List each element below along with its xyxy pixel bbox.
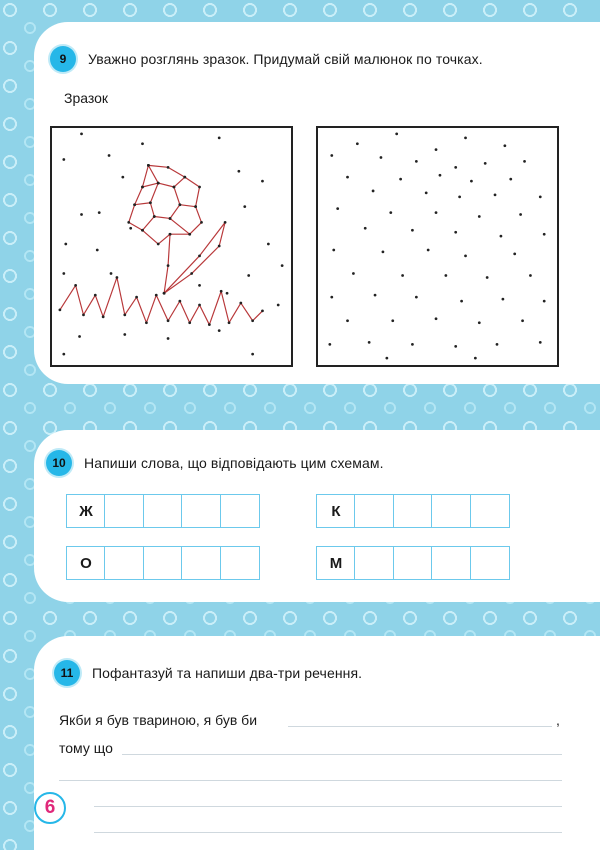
grid-dot — [380, 156, 383, 159]
background-dot — [261, 180, 264, 183]
drawing-dot — [116, 276, 119, 279]
grid-dot — [435, 148, 438, 151]
background-dot — [64, 243, 67, 246]
grid-dot — [470, 180, 473, 183]
background-dot — [251, 353, 254, 356]
background-dot — [237, 170, 240, 173]
drawing-dot — [198, 304, 201, 307]
grid-dot — [415, 160, 418, 163]
drawing-dot — [224, 221, 227, 224]
stem — [164, 234, 170, 293]
task-instruction: Напиши слова, що відповідають цим схемам. — [84, 455, 384, 471]
grid-dot — [330, 296, 333, 299]
petal-line — [174, 187, 196, 207]
empty-cell[interactable] — [431, 546, 471, 580]
drawing-dot — [167, 319, 170, 322]
empty-cell[interactable] — [354, 494, 394, 528]
grid-dot — [500, 235, 503, 238]
background-dot — [141, 142, 144, 145]
drawing-dot — [190, 272, 193, 275]
empty-cell[interactable] — [220, 546, 260, 580]
grid-dot — [519, 213, 522, 216]
background-dot — [78, 335, 81, 338]
petal-line — [135, 203, 155, 217]
grid-dot — [458, 195, 461, 198]
drawing-dot — [123, 313, 126, 316]
drawing-dot — [167, 264, 170, 267]
drawing-dot — [149, 201, 152, 204]
background-dot — [80, 213, 83, 216]
background-dot — [247, 274, 250, 277]
grid-dot — [464, 136, 467, 139]
drawing-dot — [261, 310, 264, 313]
background-dot — [62, 353, 65, 356]
grid-dot — [328, 343, 331, 346]
drawing-dot — [153, 215, 156, 218]
sample-flower-drawing — [52, 128, 291, 365]
task-11-panel — [34, 636, 600, 850]
grid-dot — [364, 227, 367, 230]
grid-dot — [385, 357, 388, 360]
flower-outline — [129, 165, 202, 244]
grid-dot — [503, 144, 506, 147]
grid-dot — [523, 160, 526, 163]
drawing-dot — [173, 186, 176, 189]
grid-dot — [529, 274, 532, 277]
grid-dot — [478, 215, 481, 218]
grid-dot — [411, 343, 414, 346]
grid-dot — [444, 274, 447, 277]
drawing-dot — [59, 309, 62, 312]
drawing-dot — [228, 321, 231, 324]
free-dot-field[interactable] — [318, 128, 557, 365]
word-scheme-1 — [66, 494, 258, 528]
empty-cell[interactable] — [104, 546, 144, 580]
drawing-dot — [183, 176, 186, 179]
drawing-dot — [167, 166, 170, 169]
drawing-dot — [102, 315, 105, 318]
drawing-dot — [194, 205, 197, 208]
task-10-panel — [34, 430, 600, 602]
drawing-dot — [141, 229, 144, 232]
grid-dot — [427, 249, 430, 252]
drawing-dot — [155, 294, 158, 297]
empty-cell[interactable] — [354, 546, 394, 580]
petal-line — [142, 217, 170, 231]
letter-cell: М — [316, 546, 356, 580]
drawing-dot — [133, 203, 136, 206]
grid-dot — [494, 193, 497, 196]
drawing-dot — [220, 290, 223, 293]
grid-dot — [332, 249, 335, 252]
writing-line[interactable] — [94, 832, 562, 833]
letter-cell: К — [316, 494, 356, 528]
grid-dot — [368, 341, 371, 344]
background-dot — [226, 292, 229, 295]
grid-dot — [372, 190, 375, 193]
grid-dot — [478, 321, 481, 324]
empty-cell[interactable] — [393, 494, 433, 528]
drawing-dot — [208, 323, 211, 326]
grid-dot — [502, 298, 505, 301]
sentence-start-2: тому що — [59, 740, 113, 756]
grid-dot — [411, 229, 414, 232]
petal-line — [150, 183, 158, 203]
drawing-dot — [218, 245, 221, 248]
empty-cell[interactable] — [470, 546, 510, 580]
background-dot — [281, 264, 284, 267]
drawing-dot — [188, 233, 191, 236]
drawing-dot — [163, 292, 166, 295]
drawing-dot — [188, 321, 191, 324]
empty-cell[interactable] — [104, 494, 144, 528]
drawing-dot — [198, 254, 201, 257]
grid-dot — [454, 166, 457, 169]
empty-cell[interactable] — [220, 494, 260, 528]
grid-dot — [352, 272, 355, 275]
drawing-dot — [82, 313, 85, 316]
background-dot — [98, 211, 101, 214]
drawing-dot — [157, 182, 160, 185]
grid-dot — [395, 133, 398, 136]
grid-dot — [391, 319, 394, 322]
grid-dot — [454, 231, 457, 234]
empty-cell[interactable] — [181, 546, 221, 580]
drawing-dot — [239, 302, 242, 305]
grid-dot — [389, 211, 392, 214]
background-dot — [110, 272, 113, 275]
grid-dot — [415, 296, 418, 299]
grid-dot — [486, 276, 489, 279]
writing-line[interactable] — [122, 754, 562, 755]
grid-dot — [330, 154, 333, 157]
background-dot — [243, 205, 246, 208]
letter-cell: О — [66, 546, 106, 580]
petal-line — [170, 205, 190, 235]
drawing-dot — [157, 243, 160, 246]
page-number: 6 — [34, 792, 66, 824]
sentence-comma: , — [556, 712, 560, 728]
word-scheme-2 — [316, 494, 508, 528]
background-dot — [277, 304, 280, 307]
grid-dot — [543, 300, 546, 303]
drawing-dot — [178, 300, 181, 303]
background-dot — [129, 227, 132, 230]
grid-dot — [435, 211, 438, 214]
background-dot — [80, 133, 83, 136]
drawing-dot — [74, 284, 77, 287]
sample-dot-drawing — [50, 126, 293, 367]
word-scheme-4 — [316, 546, 508, 580]
grid-dot — [484, 162, 487, 165]
background-dot — [62, 272, 65, 275]
empty-cell[interactable] — [470, 494, 510, 528]
drawing-dot — [169, 217, 172, 220]
background-dot — [108, 154, 111, 157]
grid-dot — [399, 178, 402, 181]
grid-dot — [454, 345, 457, 348]
empty-cell[interactable] — [393, 546, 433, 580]
drawing-dot — [94, 294, 97, 297]
grid-dot — [509, 178, 512, 181]
grid-dot — [439, 174, 442, 177]
leaf — [164, 222, 225, 293]
background-dot — [198, 284, 201, 287]
writing-line[interactable] — [288, 726, 552, 727]
grid-dot — [336, 207, 339, 210]
task-instruction: Пофантазуй та напиши два-три речення. — [92, 665, 363, 681]
grid-dot — [356, 142, 359, 145]
drawing-dot — [127, 221, 130, 224]
task-11-header — [54, 660, 362, 686]
grid-dot — [401, 274, 404, 277]
grid-dot — [346, 176, 349, 179]
writing-line[interactable] — [94, 806, 562, 807]
task-number-badge: 10 — [46, 450, 72, 476]
grid-dot — [539, 195, 542, 198]
letter-cell: Ж — [66, 494, 106, 528]
task-10-header — [46, 450, 384, 476]
sentence-start-1: Якби я був твариною, я був би — [59, 712, 258, 728]
background-dot — [96, 249, 99, 252]
grid-dot — [543, 233, 546, 236]
drawing-dot — [147, 164, 150, 167]
task-9-header — [50, 46, 483, 72]
empty-cell[interactable] — [143, 494, 183, 528]
grid-dot — [513, 252, 516, 255]
grid-dot — [382, 251, 385, 254]
background-dot — [267, 243, 270, 246]
grid-dot — [425, 192, 428, 195]
drawing-dot — [200, 221, 203, 224]
grid-dot — [474, 357, 477, 360]
background-dot — [62, 158, 65, 161]
empty-cell[interactable] — [143, 546, 183, 580]
task-number-badge: 11 — [54, 660, 80, 686]
drawing-dot — [141, 186, 144, 189]
drawing-dot — [251, 319, 254, 322]
grass — [60, 277, 263, 324]
grid-dot — [464, 254, 467, 257]
empty-cell[interactable] — [431, 494, 471, 528]
petal-line — [158, 177, 185, 187]
empty-cell[interactable] — [181, 494, 221, 528]
background-dot — [218, 329, 221, 332]
grid-dot — [460, 300, 463, 303]
background-dot — [218, 136, 221, 139]
grid-dot — [435, 317, 438, 320]
drawing-dot — [135, 296, 138, 299]
background-dot — [167, 337, 170, 340]
empty-dot-grid[interactable] — [316, 126, 559, 367]
drawing-dot — [178, 203, 181, 206]
word-scheme-3 — [66, 546, 258, 580]
grid-dot — [374, 294, 377, 297]
task-9-panel — [34, 22, 600, 384]
task-instruction: Уважно розглянь зразок. Придумай свій малюнок по точках. — [88, 51, 483, 67]
drawing-dot — [198, 186, 201, 189]
background-dot — [123, 333, 126, 336]
task-number-badge: 9 — [50, 46, 76, 72]
grid-dot — [521, 319, 524, 322]
sample-label: Зразок — [64, 90, 109, 106]
writing-line[interactable] — [59, 780, 562, 781]
grid-dot — [496, 343, 499, 346]
background-dot — [121, 176, 124, 179]
drawing-dot — [169, 233, 172, 236]
grid-dot — [539, 341, 542, 344]
grid-dot — [346, 319, 349, 322]
drawing-dot — [145, 321, 148, 324]
